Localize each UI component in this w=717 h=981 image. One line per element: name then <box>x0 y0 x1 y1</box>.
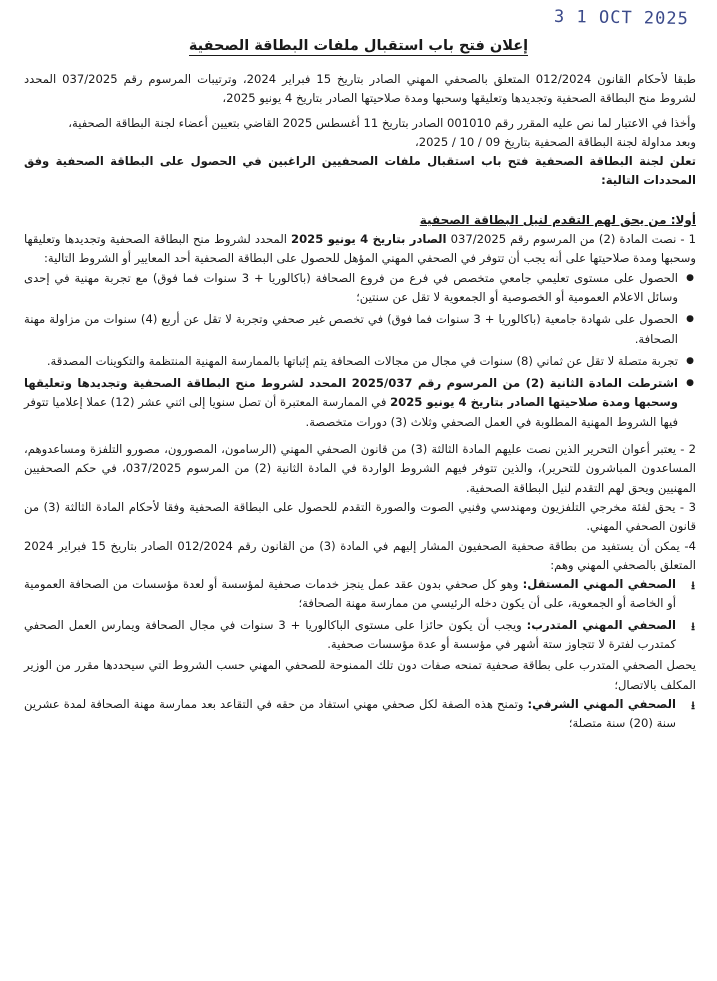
category-item <box>24 695 695 734</box>
criteria-item: ● تجربة متصلة لا تقل عن ثماني (8) سنوات في مجال من مجالات الصحافة يتم إثباتها بالممارسة المهنية المنتظمة والتكوينات المصدقة. <box>24 352 678 371</box>
category-term: الصحفي المهني الشرفي: <box>527 696 676 711</box>
arrow-marker-icon: ⭳ <box>691 619 695 633</box>
preamble-paragraph: طبقا لأحكام القانون 012/2024 المتعلق بالصحفي المهني الصادر بتاريخ 15 فبراير 2024، وترتيبات المرسوم رقم 037/2025 المحدد لشروط منح البطاقة الصحفية وتجديدها وتعليقها وسحبها ومدة صلاحيتها الصادر بتاريخ 4 يونيو 2025، <box>24 72 697 106</box>
category-term: الصحفي المهني المستقل: <box>522 577 676 592</box>
item-2: 2 - يعتبر أعوان التحرير الذين نصت عليهم المادة الثالثة (3) من قانون الصحفي المهني (الرسامون، المصورون، مصورو التلفزة ومساعدوهم، المساعدون المباشرون للتحرير)، والذين تتوفر فيهم الشروط الواردة في المادة الثانية (2) من المرسوم 037/2025، في حكم الصحفيين المهنيين ويحق لهم التقدم لنيل البطاقة الصحفية. <box>24 442 696 495</box>
trainee-note: يحصل الصحفي المتدرب على بطاقة صحفية تمنحه صفات دون تلك الممنوحة للصحفي المهني حسب الشروط التي سيحددها مقرر من الوزير المكلف بالاتصال؛ <box>24 658 696 692</box>
criteria-item: ● الحصول على مستوى تعليمي جامعي متخصص في فرع من فروع الصحافة (باكالوريا + 3 سنوات فما فوق) مع تجربة مهنية في إحدى وسائل الاعلام العمومية أو الخصوصية أو الجمعوية لا تقل عن سنتين؛ <box>24 269 678 308</box>
item-3: 3 - يحق لفئة مخرجي التلفزيون ومهندسي وفنيي الصوت والصورة التقدم للحصول على البطاقة الصحفية وفقا لأحكام المادة الثالثة (3) من قانون الصحفي المهني. <box>24 499 696 534</box>
criteria-list <box>24 269 696 432</box>
category-item <box>24 575 695 614</box>
category-term: الصحفي المهني المتدرب: <box>526 617 676 632</box>
category-item <box>24 616 695 655</box>
preamble-paragraph: وبعد مداولة لجنة البطاقة الصحفية بتاريخ 09 / 10 / 2025، <box>414 134 696 149</box>
category-text: وهو كل صحفي بدون عقد عمل ينجز خدمات صحفية لمؤسسة أو لعدة مؤسسات من الصحافة العمومية أو الخاصة أو الجمعوية، على أن يكون دخله الرئيسي من ممارسة مهنة الصحافة؛ <box>24 577 676 611</box>
category-text: وتمنح هذه الصفة لكل صحفي مهني استفاد من حقه في التقاعد بعد ممارسة مهنة الصحافة لمدة عشرين سنة (20) سنة متصلة؛ <box>24 696 676 731</box>
criteria-item-rest: في الممارسة المعتبرة أن تصل سنويا إلى اثني عشر (12) عملا إعلاميا تتوفر فيها الشروط المهنية المطلوبة في العمل الصحفي وثلاث (3) دورات متخصصة. <box>24 395 678 429</box>
journalist-categories <box>24 575 696 654</box>
journalist-categories-extra <box>24 695 696 734</box>
item-4: 4- يمكن أن يستفيد من بطاقة صحفية الصحفيون المشار إليهم في المادة (3) من القانون رقم 012/2024 الصادر بتاريخ 15 فبراير 2024 المتعلق بالصحفي المهني وهم: <box>24 538 696 572</box>
section-heading: أولا: من يحق لهم التقدم لنيل البطاقة الصحفية <box>419 212 696 227</box>
item-1-bold: الصادر بتاريخ 4 يونيو 2025 <box>291 232 447 247</box>
item-1-prefix: 1 - نصت المادة (2) من المرسوم رقم 037/2025 <box>446 232 696 247</box>
arrow-marker-icon: ⭳ <box>691 579 695 593</box>
item-1-suffix: المحدد لشروط منح البطاقة الصحفية وتجديدها وتعليقها وسحبها ومدة صلاحيتها على أنه يجب أن تتوفر في الصحفي المهني المؤهل للحصول على البطاقة الصحفية أحد المعايير أو الشروط التالية: <box>24 232 696 266</box>
arrow-marker-icon: ⭳ <box>691 698 695 712</box>
criteria-item <box>24 374 678 432</box>
criteria-item: ● الحصول على شهادة جامعية (باكالوريا + 3 سنوات فما فوق) في تخصص غير صحفي وتجربة لا تقل عن أربع (4) سنوات من مزاولة مهنة الصحافة. <box>24 310 678 349</box>
date-stamp: 3 1 OCT 2025 <box>554 6 690 30</box>
item-1 <box>24 230 696 269</box>
title-text: إعلان فتح باب استقبال ملفات البطاقة الصحفية <box>188 38 529 54</box>
page-title <box>0 38 717 54</box>
document-body <box>24 70 696 736</box>
criteria-item-bold: اشترطت المادة الثانية (2) من المرسوم رقم 2025/037 المحدد لشروط منح البطاقة الصحفية وتجديدها وتعليقها وسحبها ومدة صلاحيتها الصادر بتاريخ 4 يونيو 2025 <box>24 376 678 410</box>
announcement-paragraph: تعلن لجنة البطاقة الصحفية فتح باب استقبال ملفات الصحفيين الراغبين في الحصول على البطاقة الصحفية وفق المحددات التالية: <box>24 154 696 188</box>
preamble-paragraph: وأخذا في الاعتبار لما نص عليه المقرر رقم 001010 الصادر بتاريخ 11 أغسطس 2025 القاضي بتعيين أعضاء لجنة البطاقة الصحفية، <box>68 115 696 130</box>
category-text: ويجب أن يكون حائزا على مستوى الباكالوريا + 3 سنوات في مجال الصحافة ويمارس العمل الصحفي كمتدرب لفترة لا تتجاوز ستة أشهر في مؤسسة أو عدة مؤسسات صحفية. <box>24 617 676 652</box>
